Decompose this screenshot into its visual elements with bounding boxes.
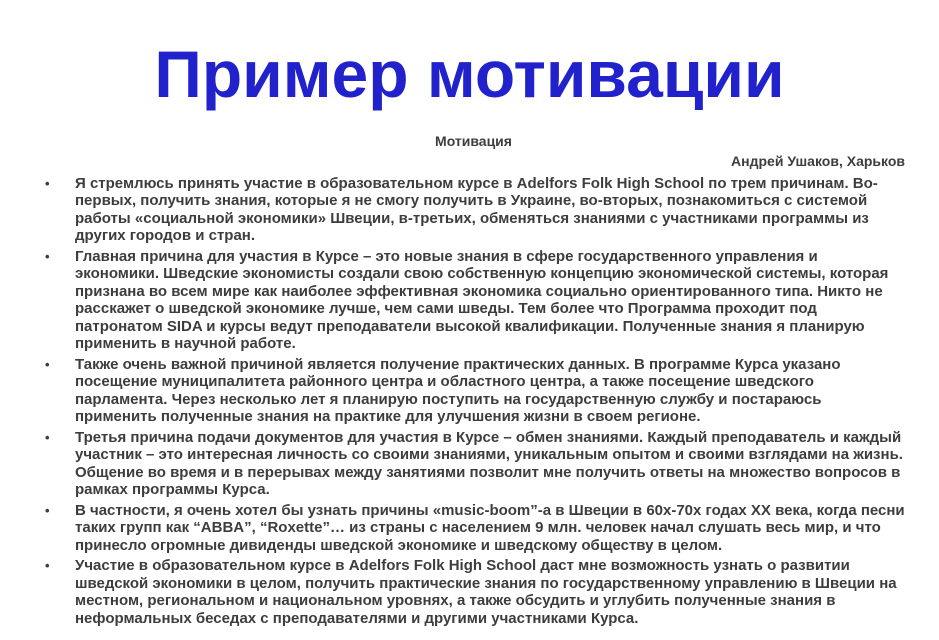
list-item: [42, 502, 905, 555]
bullet-icon: •: [45, 175, 50, 191]
list-item: [42, 429, 905, 499]
bullet-text: В частности, я очень хотел бы узнать причины «music-boom”-а в Швеции в 60х-70х годах XX века, когда песни таких групп как “ABBA”, “Roxette”… из страны с населением 9 млн. человек начал слушать весь мир, и что принесло огромные дивиденды шведской экономике и шведскому обществу в целом.: [75, 501, 905, 554]
document-heading: Мотивация: [435, 132, 512, 149]
bullet-text: Главная причина для участия в Курсе – это новые знания в сфере государственного управления и экономики. Шведские экономисты создали свою собственную концепцию экономической системы, которая признана во всем мире как наиболее эффективная экономика социально ориентированного типа. Никто не расскажет о шведской экономике лучше, чем сами шведы. Тем более что Программа проходит под патронатом SIDA и курсы ведут преподаватели высокой квалификации. Полученные знания я планирую применить в научной работе.: [75, 247, 889, 353]
slide-body: [42, 133, 905, 628]
author-line: Андрей Ушаков, Харьков: [731, 152, 905, 169]
bullet-icon: •: [45, 429, 50, 445]
bullet-text: Также очень важной причиной является получение практических данных. В программе Курса указано посещение муниципалитета районного центра и областного центра, а также посещение шведского парламента. Через несколько лет я планирую поступить на государственную службу и постараюсь применить полученные знания на практике для улучшения жизни в своем регионе.: [75, 355, 841, 426]
list-item: [42, 175, 905, 245]
list-item: [42, 248, 905, 353]
list-item: [42, 356, 905, 426]
bullet-list: [42, 175, 905, 628]
bullet-text: Я стремлюсь принять участие в образовательном курсе в Adelfors Folk High School по трем причинам. Во-первых, получить знания, которые я не смогу получить в Украине, во-вторых, познакомиться с системой работы «социальной экономики» Швеции, в-третьих, обменяться знаниями с участниками программы из других городов и стран.: [75, 174, 878, 245]
slide-title: Пример мотивации: [154, 37, 785, 111]
bullet-icon: •: [45, 248, 50, 264]
bullet-icon: •: [45, 502, 50, 518]
list-item: [42, 557, 905, 627]
bullet-text: Третья причина подачи документов для участия в Курсе – обмен знаниями. Каждый преподаватель и каждый участник – это интересная личность со своими знаниями, уникальным опытом и своими взглядами на жизнь. Общение во время и в перерывах между занятиями позволит мне получить ответы на множество вопросов в рамках программы Курса.: [75, 428, 903, 499]
bullet-text: Участие в образовательном курсе в Adelfors Folk High School даст мне возможность узнать о развитии шведской экономики в целом, получить практические знания по государственному управлению в Швеции на местном, региональном и национальном уровнях, а также обсудить и углубить полученные знания в неформальных беседах с преподавателями и другими участниками Курса.: [75, 557, 897, 627]
bullet-icon: •: [45, 356, 50, 372]
bullet-icon: •: [45, 558, 50, 574]
